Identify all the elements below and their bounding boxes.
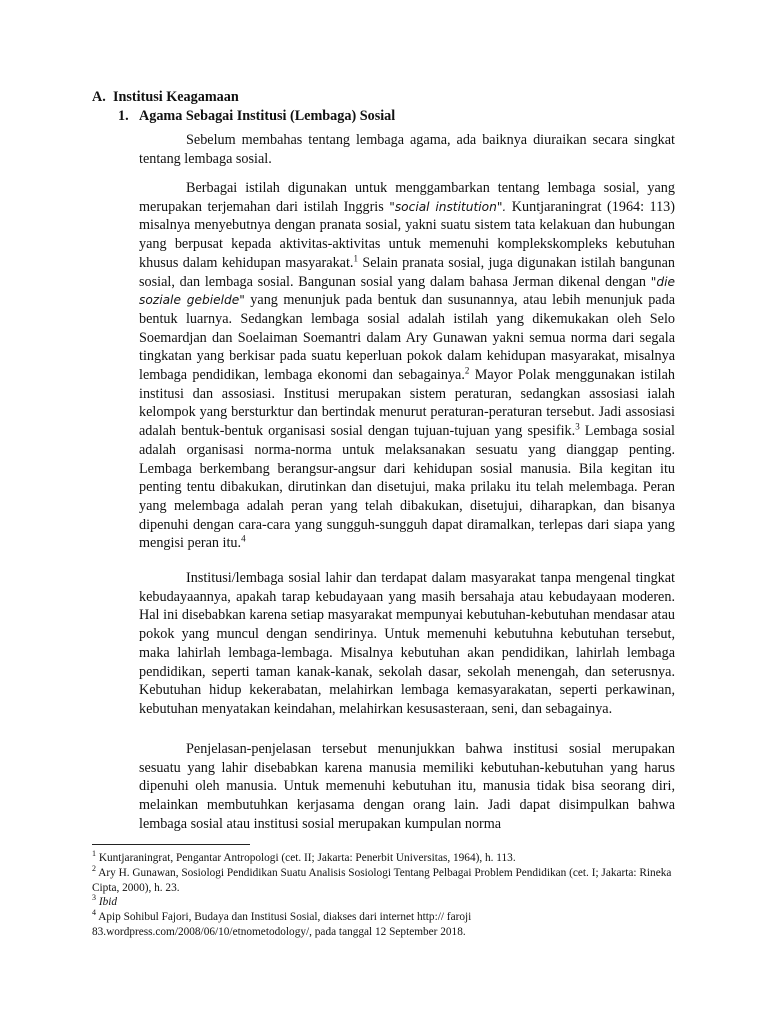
footnote-ref-1[interactable]: 1 (353, 253, 358, 264)
section-letter: A. (92, 89, 106, 105)
term-social-institution: "social institution". (389, 199, 507, 214)
footnote-text: Apip Sohibul Fajori, Budaya dan Institusi Sosial, diakses dari internet http:// faroji 83.wordpress.com/2008/06/10/etnometodology/, pada tanggal 12 September 2018. (92, 911, 472, 938)
footnote-text: Kuntjaraningrat, Pengantar Antropologi (cet. II; Jakarta: Penerbit Universitas, 1964), h. 113. (96, 852, 516, 864)
paragraph-2 (139, 179, 675, 553)
paragraph-2-text-b: Kuntjaraningrat (1964: 113) misalnya menyebutnya dengan pranata sosial, yakni suatu sistem tata kelakuan dan hubungan yang berpusat kepada aktivitas-aktivitas untuk memenuhi komplekskompleks kebutuhan khusus dalam kehidupan masyarakat. (139, 198, 675, 271)
paragraph-2-text-c: Selain pranata sosial, juga digunakan istilah bangunan sosial, dan lembaga sosial. Bangunan sosial yang dalam bahasa Jerman dikenal dengan (139, 254, 675, 290)
footnote-ref-2[interactable]: 2 (464, 365, 470, 376)
paragraph-1 (139, 131, 675, 168)
footnote-mark: 2 (92, 864, 96, 874)
subsection-number: 1. (118, 108, 129, 124)
section-heading (92, 88, 239, 106)
footnotes (92, 851, 676, 940)
subsection-title: Agama Sebagai Institusi (Lembaga) Sosial (139, 108, 396, 124)
footnote-text: Ary H. Gunawan, Sosiologi Pendidikan Suatu Analisis Sosiologi Tentang Pelbagai Problem Pendidikan (cet. I; Jakarta: Rineka Cipta, 2000), h. 23. (92, 866, 672, 894)
paragraph-3 (139, 569, 675, 719)
footnote-ref-4[interactable]: 4 (241, 533, 246, 544)
footnote-mark: 1 (92, 849, 96, 859)
footnote-mark: 3 (92, 893, 96, 903)
paragraph-4 (139, 740, 675, 834)
paragraph-3-text: Institusi/lembaga sosial lahir dan terdapat dalam masyarakat tanpa mengenal tingkat kebudayaannya, apakah tarap kebudayaan yang masih bersahaja atau kebudayaan moderen. Hal ini disebabkan karena setiap masyarakat mempunyai kebutuhan-kebutuhan mendasar atau pokok yang muncul dengan sendirinya. Untuk memenuhi kebutuhna kebutuhan tersebut, maka lahirlah lembaga-lembaga. Misalnya kebutuhan akan pendidikan, lahirlah lembaga pendidikan, seperti taman kanak-kanak, sekolah dasar, sekolah menengah, dan seterusnya. Kebutuhan hidup kekerabatan, melahirkan lembaga kemasyarakatan, seperti perkawinan, kebutuhan menyatakan keindahan, melahirkan kesusasteraan, seni, dan sebagainya. (139, 570, 675, 717)
footnote-4 (92, 910, 676, 940)
footnote-1 (92, 851, 676, 866)
footnote-text: Ibid (96, 896, 118, 909)
subsection-heading (118, 107, 395, 125)
footnote-mark: 4 (92, 908, 96, 918)
footnote-separator (92, 844, 250, 845)
paragraph-4-text: Penjelasan-penjelasan tersebut menunjukkan bahwa institusi sosial merupakan sesuatu yang lahir disebabkan karena manusia memiliki kebutuhan-kebutuhan yang harus dipenuhi oleh manusia. Untuk memenuhi kebutuhan itu, manusia tidak bisa seorang diri, melainkan membutuhkan kerjasama dengan orang lain. Jadi dapat disimpulkan bahwa lembaga sosial atau institusi sosial merupakan kumpulan norma (139, 741, 675, 832)
paragraph-2-text-d: yang menunjuk pada bentuk dan susunannya, atau lebih menunjuk pada bentuk luarnya. Sedangkan lembaga sosial adalah istilah yang dikemukakan oleh Selo Soemardjan dan Soelaiman Soemantri dalam Ary Gunawan yakni semua norma dari segala tingkatan yang berkisar pada suatu keperluan pokok dalam kehidupan masyarakat, misalnya lembaga pendidikan, lembaga ekonomi dan sebagainya. (139, 292, 675, 384)
term-die-soziale-gebielde: "die soziale gebielde" (139, 274, 675, 308)
footnote-3 (92, 895, 676, 910)
paragraph-2-text-a: Berbagai istilah digunakan untuk menggambarkan tentang lembaga sosial, yang merupakan terjemahan dari istilah Inggris (139, 180, 675, 215)
paragraph-2-text-e: Mayor Polak menggunakan istilah institusi dan assosiasi. Institusi merupakan sistem peraturan, sedangkan assosiasi ialah kelompok yang bersturktur dan bertindak menurut peraturan-peraturan tersebut. Jadi assosiasi adalah bentuk-bentuk organisasi sosial dengan tujuan-tujuan yang spesifik. (139, 367, 676, 440)
paragraph-2-text-f: Lembaga sosial adalah organisasi norma-norma untuk melaksanakan sesuatu yang dianggap penting. Lembaga berkembang berangsur-angsur dari kehidupan sosial manusia. Bila kegitan itu penting tentu dibakukan, dirutinkan dan disetujui, maka prilaku itu telah melembaga. Peran yang melembaga adalah peran yang telah dibakukan, disetujui, diharapkan, dan bisanya dipenuhi dengan cara-cara yang sungguh-sungguh dapat diramalkan, terlepas dari siapa yang mengisi peran itu. (139, 423, 675, 552)
paragraph-1-text: Sebelum membahas tentang lembaga agama, ada baiknya diuraikan secara singkat tentang lembaga sosial. (139, 132, 675, 167)
footnote-2 (92, 866, 676, 896)
footnote-ref-3[interactable]: 3 (575, 421, 580, 432)
section-title: Institusi Keagamaan (113, 89, 239, 105)
